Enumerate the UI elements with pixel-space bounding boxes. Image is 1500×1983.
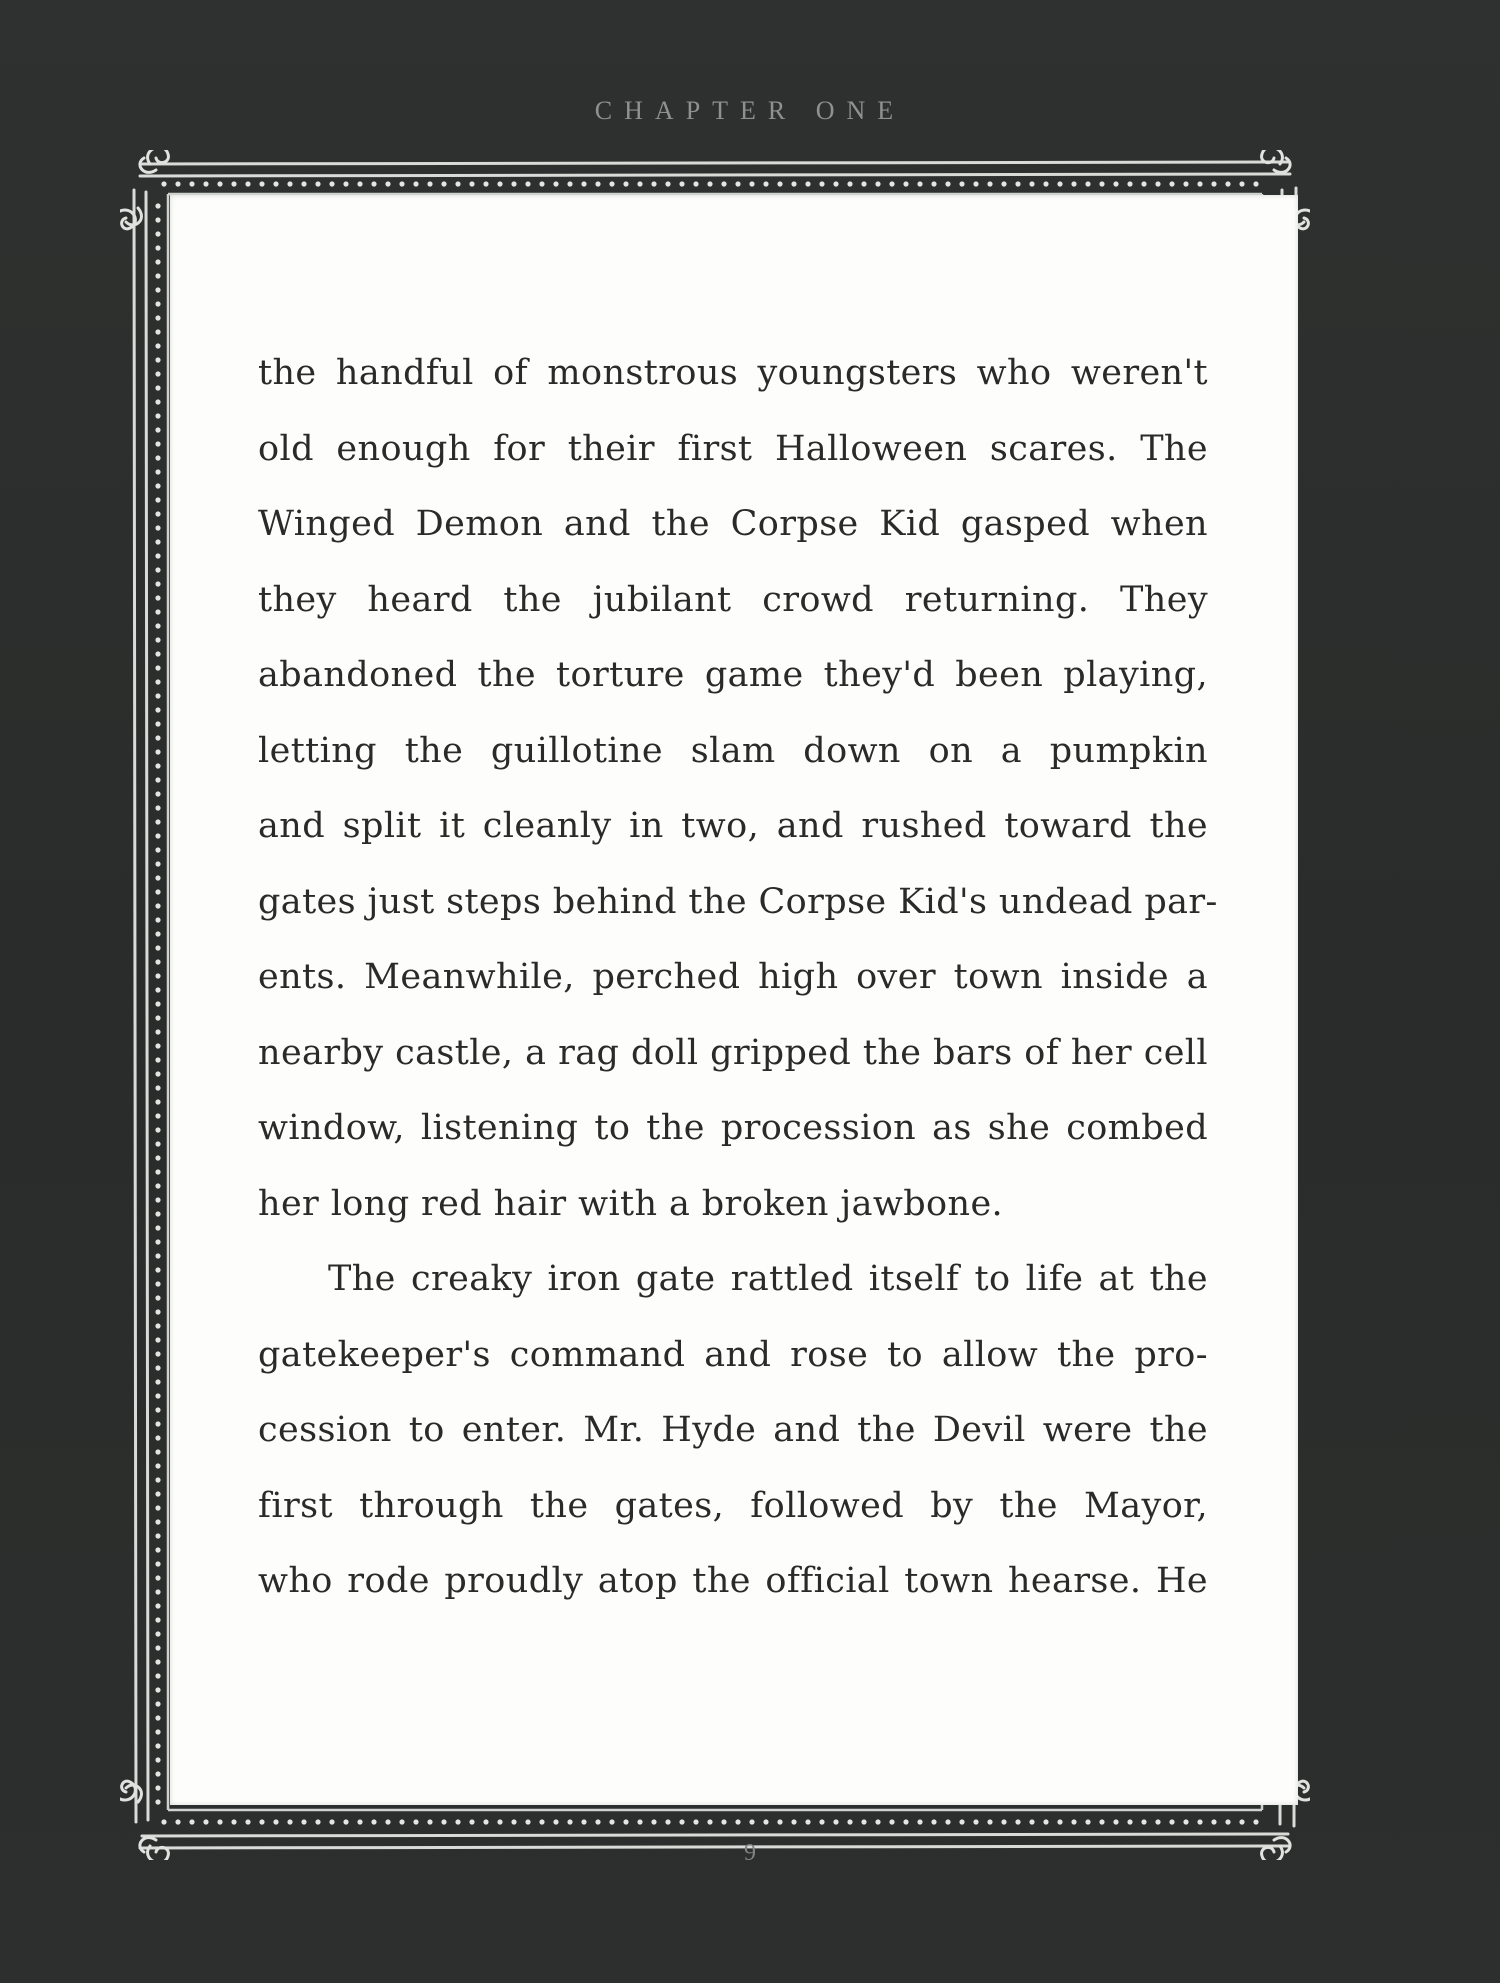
frame-dot	[791, 181, 796, 186]
frame-dot	[155, 847, 160, 852]
frame-dot	[155, 441, 160, 446]
frame-dot	[155, 917, 160, 922]
frame-dot	[217, 181, 222, 186]
frame-dot	[525, 1819, 530, 1824]
frame-dot	[1043, 181, 1048, 186]
frame-dot	[1169, 1819, 1174, 1824]
frame-dot	[155, 1785, 160, 1790]
frame-dot	[1141, 1819, 1146, 1824]
frame-dot	[155, 651, 160, 656]
frame-dot	[155, 945, 160, 950]
frame-dot	[155, 1463, 160, 1468]
frame-dot	[805, 1819, 810, 1824]
frame-dot	[903, 1819, 908, 1824]
frame-dot	[917, 181, 922, 186]
text-line: who rode proudly atop the official town hearse. He	[258, 1561, 1208, 1601]
frame-dot	[155, 1253, 160, 1258]
frame-dot	[301, 1819, 306, 1824]
frame-dot	[155, 623, 160, 628]
frame-dot	[1071, 181, 1076, 186]
frame-dot	[1155, 1819, 1160, 1824]
frame-dot	[155, 1309, 160, 1314]
frame-dot	[155, 1113, 160, 1118]
frame-dot	[651, 181, 656, 186]
frame-dot	[155, 1183, 160, 1188]
frame-dot	[155, 343, 160, 348]
frame-dot	[1057, 181, 1062, 186]
frame-dot	[189, 1819, 194, 1824]
frame-dot	[1015, 1819, 1020, 1824]
text-line: ents. Meanwhile, perched high over town inside a	[258, 957, 1208, 997]
frame-dot	[441, 181, 446, 186]
frame-dot	[581, 181, 586, 186]
frame-dot	[155, 1197, 160, 1202]
frame-dot	[749, 1819, 754, 1824]
text-line: old enough for their first Halloween scares. The	[258, 428, 1208, 469]
frame-dot	[679, 181, 684, 186]
frame-dot	[1085, 1819, 1090, 1824]
frame-dot	[155, 721, 160, 726]
frame-dot	[155, 497, 160, 502]
frame-dot	[155, 1169, 160, 1174]
frame-dot	[155, 1239, 160, 1244]
frame-dot	[161, 1819, 166, 1824]
text-line: her long red hair with a broken jawbone.	[258, 1183, 1004, 1224]
frame-dot	[155, 231, 160, 236]
frame-dot	[763, 181, 768, 186]
frame-dot	[155, 707, 160, 712]
frame-dot	[155, 1057, 160, 1062]
frame-dot	[637, 181, 642, 186]
frame-dot	[155, 1407, 160, 1412]
frame-dot	[155, 1295, 160, 1300]
frame-dot	[665, 1819, 670, 1824]
frame-dot	[1169, 181, 1174, 186]
frame-dot	[1183, 181, 1188, 186]
frame-dot	[917, 1819, 922, 1824]
frame-dot	[1197, 1819, 1202, 1824]
frame-dot	[1155, 181, 1160, 186]
text-line: The creaky iron gate rattled itself to life at the	[328, 1259, 1208, 1299]
frame-dot	[155, 259, 160, 264]
frame-dot	[931, 1819, 936, 1824]
text-line: abandoned the torture game they'd been playing,	[258, 655, 1208, 695]
frame-dot	[155, 1337, 160, 1342]
frame-dot	[623, 1819, 628, 1824]
frame-dot	[441, 1819, 446, 1824]
frame-dot	[1001, 181, 1006, 186]
frame-dot	[1029, 181, 1034, 186]
frame-dot	[155, 1001, 160, 1006]
frame-dot	[155, 987, 160, 992]
frame-dot	[155, 1225, 160, 1230]
frame-dot	[1113, 181, 1118, 186]
frame-dot	[155, 1155, 160, 1160]
frame-dot	[155, 735, 160, 740]
frame-dot	[315, 181, 320, 186]
frame-dot	[1239, 181, 1244, 186]
frame-dot	[399, 181, 404, 186]
frame-dot	[1113, 1819, 1118, 1824]
frame-dot	[259, 181, 264, 186]
frame-dot	[707, 181, 712, 186]
frame-dot	[155, 1043, 160, 1048]
frame-dot	[155, 749, 160, 754]
frame-dot	[273, 181, 278, 186]
frame-dot	[155, 273, 160, 278]
frame-dot	[1043, 1819, 1048, 1824]
frame-dot	[483, 1819, 488, 1824]
frame-dot	[637, 1819, 642, 1824]
frame-dot	[623, 181, 628, 186]
frame-dot	[245, 181, 250, 186]
frame-dot	[155, 553, 160, 558]
page-number: 9	[744, 1840, 756, 1866]
frame-dot	[155, 1267, 160, 1272]
frame-dot	[973, 1819, 978, 1824]
frame-dot	[693, 1819, 698, 1824]
frame-dot	[155, 1743, 160, 1748]
frame-dot	[155, 539, 160, 544]
frame-dot	[175, 181, 180, 186]
frame-dot	[155, 511, 160, 516]
frame-dot	[1001, 1819, 1006, 1824]
frame-dot	[357, 1819, 362, 1824]
frame-dot	[945, 1819, 950, 1824]
text-line: they heard the jubilant crowd returning. They	[258, 579, 1208, 620]
frame-dot	[287, 1819, 292, 1824]
frame-dot	[155, 763, 160, 768]
frame-dot	[155, 245, 160, 250]
frame-dot	[203, 1819, 208, 1824]
frame-dot	[155, 833, 160, 838]
frame-dot	[155, 693, 160, 698]
frame-dot	[1211, 1819, 1216, 1824]
frame-dot	[693, 181, 698, 186]
frame-dot	[155, 1449, 160, 1454]
frame-dot	[525, 181, 530, 186]
frame-dot	[155, 595, 160, 600]
frame-dot	[155, 1015, 160, 1020]
frame-dot	[861, 181, 866, 186]
frame-dot	[931, 181, 936, 186]
frame-dot	[973, 181, 978, 186]
frame-dot	[155, 1659, 160, 1664]
frame-dot	[945, 181, 950, 186]
frame-dot	[1253, 181, 1258, 186]
frame-dot	[1211, 181, 1216, 186]
frame-dot	[155, 413, 160, 418]
frame-dot	[155, 1379, 160, 1384]
frame-dot	[805, 181, 810, 186]
frame-dot	[155, 1561, 160, 1566]
frame-dot	[189, 181, 194, 186]
frame-dot	[155, 609, 160, 614]
frame-dot	[155, 1127, 160, 1132]
frame-dot	[847, 181, 852, 186]
frame-dot	[399, 1819, 404, 1824]
frame-dot	[155, 1617, 160, 1622]
frame-dot	[175, 1819, 180, 1824]
frame-dot	[155, 455, 160, 460]
frame-dot	[155, 1071, 160, 1076]
frame-dot	[155, 1673, 160, 1678]
frame-dot	[777, 1819, 782, 1824]
frame-dot	[1253, 1819, 1258, 1824]
frame-dot	[155, 1281, 160, 1286]
frame-dot	[155, 1365, 160, 1370]
frame-dot	[155, 1491, 160, 1496]
frame-dot	[497, 181, 502, 186]
text-line: nearby castle, a rag doll gripped the bars of her cell	[258, 1032, 1208, 1073]
frame-dot	[889, 181, 894, 186]
frame-dot	[287, 181, 292, 186]
frame-dot	[1127, 181, 1132, 186]
frame-dot	[1183, 1819, 1188, 1824]
frame-dot	[357, 181, 362, 186]
frame-dot	[259, 1819, 264, 1824]
frame-dot	[819, 181, 824, 186]
frame-dot	[155, 483, 160, 488]
frame-dot	[155, 357, 160, 362]
frame-dot	[721, 181, 726, 186]
frame-dot	[155, 861, 160, 866]
frame-dot	[469, 181, 474, 186]
frame-dot	[539, 181, 544, 186]
frame-dot	[1057, 1819, 1062, 1824]
frame-dot	[155, 777, 160, 782]
frame-dot	[273, 1819, 278, 1824]
frame-dot	[553, 1819, 558, 1824]
frame-dot	[581, 1819, 586, 1824]
frame-dot	[777, 181, 782, 186]
frame-dot	[1141, 181, 1146, 186]
frame-dot	[819, 1819, 824, 1824]
frame-dot	[245, 1819, 250, 1824]
frame-dot	[987, 1819, 992, 1824]
frame-dot	[385, 1819, 390, 1824]
frame-dot	[1085, 181, 1090, 186]
frame-dot	[427, 181, 432, 186]
frame-dot	[155, 1099, 160, 1104]
frame-dot	[539, 1819, 544, 1824]
frame-dot	[155, 1211, 160, 1216]
frame-dot	[161, 181, 166, 186]
frame-dot	[427, 1819, 432, 1824]
frame-dot	[1127, 1819, 1132, 1824]
text-line: gatekeeper's command and rose to allow the pro-	[258, 1334, 1208, 1375]
frame-dot	[155, 1519, 160, 1524]
frame-dot	[155, 1533, 160, 1538]
frame-dot	[483, 181, 488, 186]
frame-dot	[651, 1819, 656, 1824]
frame-dot	[155, 1575, 160, 1580]
frame-dot	[455, 1819, 460, 1824]
frame-dot	[155, 889, 160, 894]
frame-dot	[1071, 1819, 1076, 1824]
frame-dot	[231, 1819, 236, 1824]
frame-dot	[155, 567, 160, 572]
frame-dot	[155, 1435, 160, 1440]
frame-dot	[155, 1701, 160, 1706]
frame-dot	[155, 1505, 160, 1510]
frame-dot	[833, 181, 838, 186]
frame-dot	[155, 1421, 160, 1426]
frame-dot	[679, 1819, 684, 1824]
frame-dot	[231, 181, 236, 186]
frame-dot	[155, 1757, 160, 1762]
frame-dot	[155, 959, 160, 964]
frame-dot	[553, 181, 558, 186]
frame-dot	[155, 329, 160, 334]
frame-dot	[595, 1819, 600, 1824]
frame-dot	[155, 973, 160, 978]
frame-dot	[155, 903, 160, 908]
frame-dot	[155, 217, 160, 222]
frame-dot	[315, 1819, 320, 1824]
frame-dot	[155, 1547, 160, 1552]
frame-dot	[889, 1819, 894, 1824]
text-line: letting the guillotine slam down on a pumpkin	[258, 730, 1208, 771]
frame-dot	[371, 181, 376, 186]
frame-dot	[735, 1819, 740, 1824]
frame-dot	[155, 1351, 160, 1356]
frame-dot	[155, 1393, 160, 1398]
frame-dot	[595, 181, 600, 186]
frame-dot	[155, 1631, 160, 1636]
frame-dot	[847, 1819, 852, 1824]
frame-dot	[155, 581, 160, 586]
text-line: and split it cleanly in two, and rushed toward the	[258, 806, 1208, 846]
frame-dot	[155, 525, 160, 530]
frame-dot	[155, 399, 160, 404]
frame-dot	[833, 1819, 838, 1824]
frame-dot	[385, 181, 390, 186]
frame-dot	[155, 791, 160, 796]
text-line: the handful of monstrous youngsters who weren't	[258, 353, 1208, 393]
text-line: cession to enter. Mr. Hyde and the Devil were the	[258, 1410, 1208, 1450]
frame-dot	[959, 181, 964, 186]
frame-dot	[343, 1819, 348, 1824]
frame-dot	[155, 679, 160, 684]
frame-dot	[155, 1729, 160, 1734]
text-line: gates just steps behind the Corpse Kid's undead par-	[258, 881, 1218, 922]
frame-dot	[329, 1819, 334, 1824]
frame-dot	[155, 875, 160, 880]
frame-dot	[343, 181, 348, 186]
frame-dot	[567, 1819, 572, 1824]
frame-dot	[567, 181, 572, 186]
frame-dot	[721, 1819, 726, 1824]
frame-dot	[497, 1819, 502, 1824]
frame-dot	[155, 301, 160, 306]
frame-dot	[155, 469, 160, 474]
frame-dot	[413, 181, 418, 186]
frame-dot	[329, 181, 334, 186]
frame-dot	[1015, 181, 1020, 186]
frame-dot	[155, 427, 160, 432]
frame-dot	[609, 1819, 614, 1824]
frame-dot	[217, 1819, 222, 1824]
frame-dot	[155, 315, 160, 320]
frame-dot	[707, 1819, 712, 1824]
frame-dot	[155, 371, 160, 376]
frame-dot	[155, 1141, 160, 1146]
frame-dot	[735, 181, 740, 186]
frame-dot	[875, 1819, 880, 1824]
frame-dot	[1225, 181, 1230, 186]
frame-dot	[469, 1819, 474, 1824]
chapter-header: CHAPTER ONE	[594, 96, 906, 125]
frame-dot	[155, 1799, 160, 1804]
frame-dot	[455, 181, 460, 186]
frame-dot	[155, 385, 160, 390]
frame-dot	[155, 819, 160, 824]
frame-dot	[1029, 1819, 1034, 1824]
frame-dot	[155, 1603, 160, 1608]
frame-dot	[155, 1029, 160, 1034]
frame-dot	[155, 1477, 160, 1482]
frame-dot	[609, 181, 614, 186]
frame-dot	[1099, 1819, 1104, 1824]
frame-dot	[903, 181, 908, 186]
frame-dot	[511, 181, 516, 186]
frame-dot	[203, 181, 208, 186]
frame-dot	[749, 181, 754, 186]
frame-dot	[155, 1687, 160, 1692]
frame-dot	[155, 665, 160, 670]
text-line: first through the gates, followed by the Mayor,	[258, 1485, 1208, 1526]
frame-dot	[1197, 181, 1202, 186]
frame-dot	[791, 1819, 796, 1824]
frame-dot	[371, 1819, 376, 1824]
frame-dot	[155, 287, 160, 292]
frame-dot	[875, 181, 880, 186]
text-line: window, listening to the procession as she combed	[258, 1108, 1208, 1148]
frame-dot	[1239, 1819, 1244, 1824]
frame-dot	[1099, 181, 1104, 186]
frame-dot	[511, 1819, 516, 1824]
frame-dot	[155, 1589, 160, 1594]
frame-dot	[861, 1819, 866, 1824]
frame-dot	[665, 181, 670, 186]
frame-dot	[155, 637, 160, 642]
frame-dot	[301, 181, 306, 186]
frame-dot	[959, 1819, 964, 1824]
frame-dot	[413, 1819, 418, 1824]
frame-dot	[155, 1085, 160, 1090]
frame-dot	[987, 181, 992, 186]
frame-dot	[155, 805, 160, 810]
frame-dot	[1225, 1819, 1230, 1824]
frame-dot	[155, 203, 160, 208]
frame-dot	[155, 1715, 160, 1720]
frame-dot	[155, 1771, 160, 1776]
frame-dot	[155, 931, 160, 936]
frame-dot	[763, 1819, 768, 1824]
frame-dot	[155, 1323, 160, 1328]
body-text	[258, 336, 1218, 1620]
frame-dot	[155, 1645, 160, 1650]
text-line: Winged Demon and the Corpse Kid gasped when	[258, 504, 1208, 544]
